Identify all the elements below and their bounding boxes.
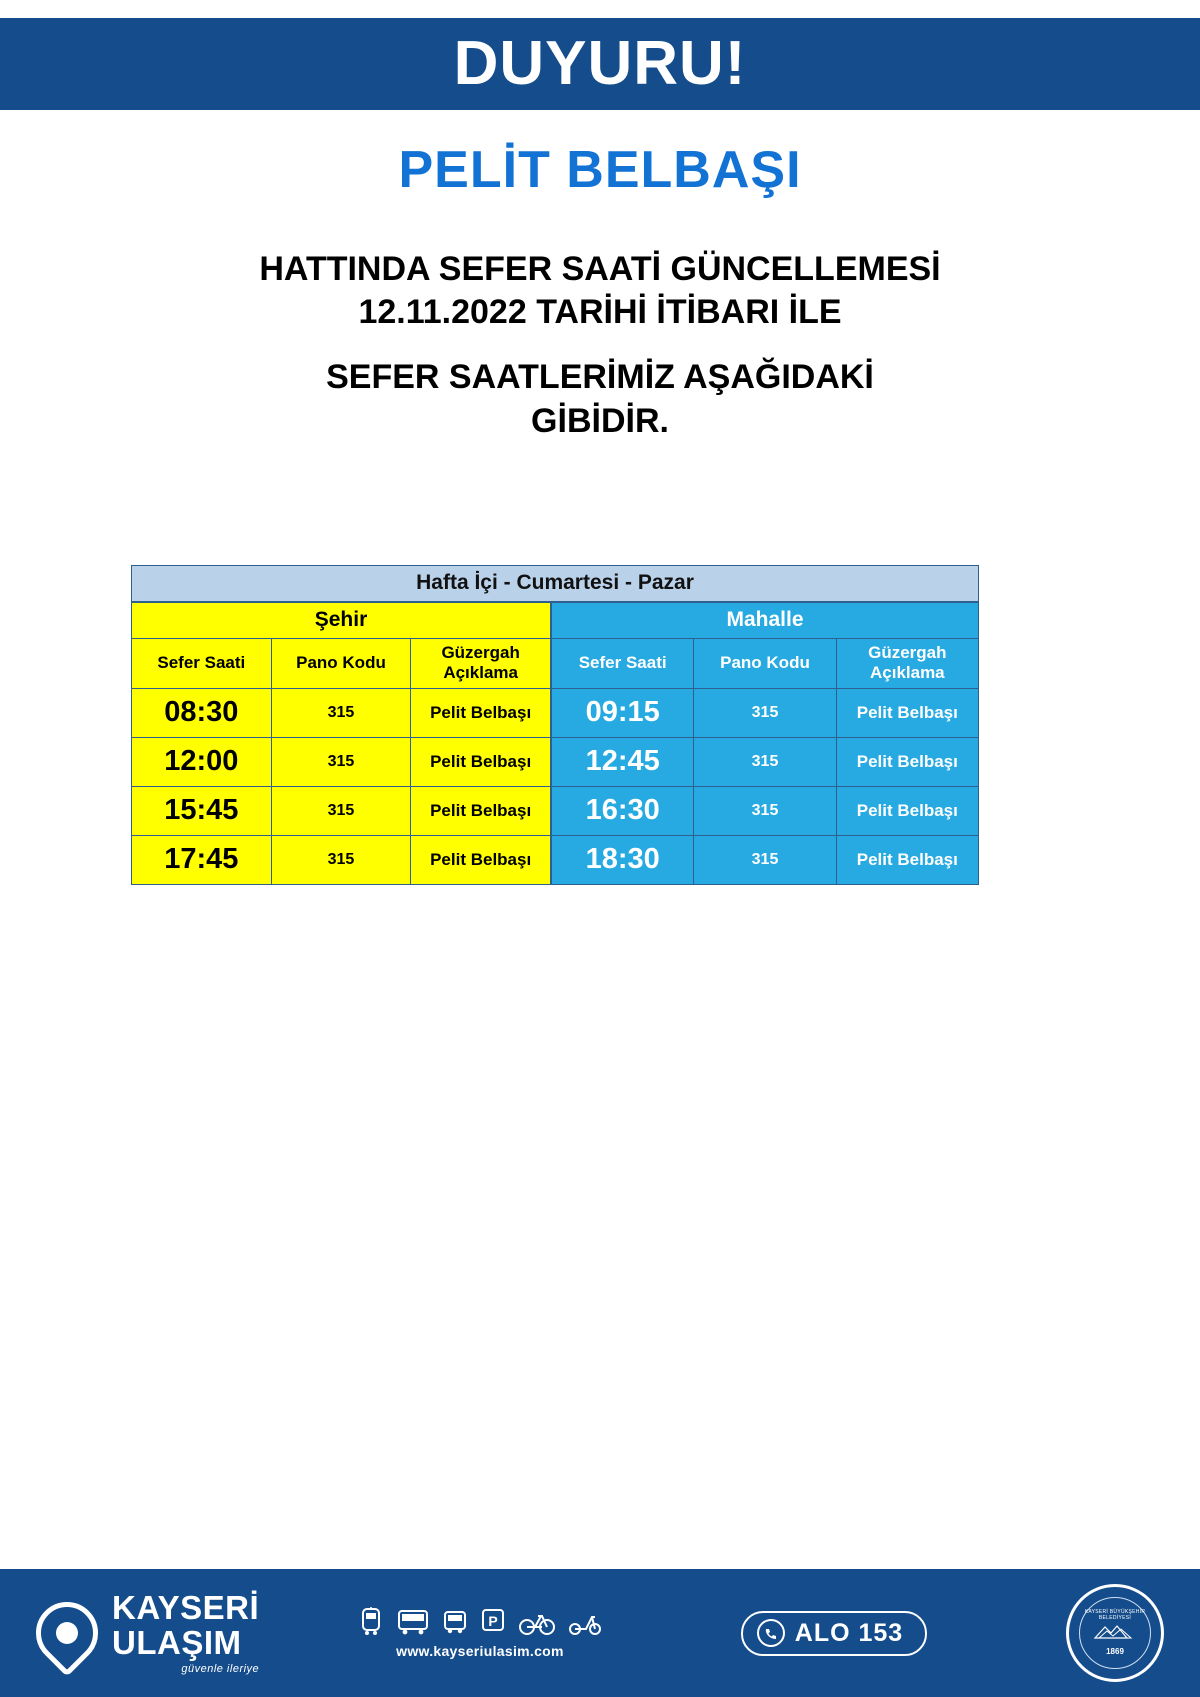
announcement-title: DUYURU! — [453, 29, 747, 98]
table-row — [132, 738, 551, 787]
table-row — [552, 836, 979, 885]
cell-desc: Pelit Belbaşı — [411, 836, 551, 885]
cell-pano: 315 — [271, 787, 411, 836]
brand-name-line-2: ULAŞIM — [112, 1624, 242, 1661]
column-header-pano: Pano Kodu — [694, 639, 836, 689]
seal-year: 1869 — [1106, 1647, 1124, 1656]
brand-name-line-1: KAYSERİ — [112, 1589, 260, 1626]
table-row — [132, 787, 551, 836]
cell-pano: 315 — [694, 689, 836, 738]
timetable — [131, 565, 979, 885]
website-url[interactable]: www.kayseriulasim.com — [396, 1643, 564, 1659]
announcement-text-line-1: HATTINDA SEFER SAATİ GÜNCELLEMESİ — [259, 250, 941, 288]
column-header-pano: Pano Kodu — [271, 639, 411, 689]
cell-time: 15:45 — [132, 787, 272, 836]
alo-number: ALO 153 — [794, 1618, 904, 1647]
cell-desc: Pelit Belbaşı — [411, 787, 551, 836]
mountain-icon — [1093, 1623, 1137, 1644]
parking-icon — [480, 1607, 506, 1637]
cell-time: 18:30 — [552, 836, 694, 885]
announcement-text-line-2: 12.11.2022 TARİHİ İTİBARI İLE — [358, 292, 842, 331]
footer — [0, 1569, 1200, 1697]
cell-desc: Pelit Belbaşı — [411, 689, 551, 738]
announcement-banner — [0, 18, 1200, 110]
announcement-text-line-4: GİBİDİR. — [531, 401, 669, 440]
table-row — [132, 836, 551, 885]
column-header-desc: Güzergah Açıklama — [836, 639, 978, 689]
timetable-direction-mahalle — [551, 602, 979, 885]
announcement-text-line-3: SEFER SAATLERİMİZ AŞAĞIDAKİ — [326, 358, 874, 396]
cell-time: 08:30 — [132, 689, 272, 738]
timetable-day-header: Hafta İçi - Cumartesi - Pazar — [131, 565, 979, 602]
phone-icon — [757, 1619, 785, 1647]
seal-title: KAYSERİ BÜYÜKŞEHİR BELEDİYESİ — [1084, 1609, 1146, 1621]
announcement-text — [0, 248, 1200, 442]
cell-pano: 315 — [694, 836, 836, 885]
kayseri-ulasim-logo — [36, 1591, 259, 1675]
cell-desc: Pelit Belbaşı — [836, 738, 978, 787]
direction-title-sehir: Şehir — [132, 603, 551, 639]
timetable-direction-sehir — [131, 602, 551, 885]
column-header-time: Sefer Saati — [552, 639, 694, 689]
table-row — [552, 689, 979, 738]
bus-icon — [396, 1607, 430, 1637]
cell-time: 17:45 — [132, 836, 272, 885]
transport-modes-and-website — [358, 1607, 602, 1659]
location-pin-icon — [23, 1589, 111, 1677]
cell-pano: 315 — [271, 689, 411, 738]
line-name: PELİT BELBAŞI — [398, 141, 802, 199]
cell-desc: Pelit Belbaşı — [411, 738, 551, 787]
cell-time: 12:00 — [132, 738, 272, 787]
cell-pano: 315 — [271, 836, 411, 885]
cell-pano: 315 — [694, 738, 836, 787]
cell-pano: 315 — [694, 787, 836, 836]
table-row — [552, 738, 979, 787]
bicycle-icon — [518, 1607, 556, 1637]
brand-slogan: güvenle ileriye — [181, 1663, 260, 1675]
cell-time: 16:30 — [552, 787, 694, 836]
svg-text:P: P — [488, 1613, 498, 1629]
cell-time: 09:15 — [552, 689, 694, 738]
scooter-icon — [568, 1607, 602, 1637]
cell-desc: Pelit Belbaşı — [836, 689, 978, 738]
cell-pano: 315 — [271, 738, 411, 787]
municipality-seal — [1066, 1584, 1164, 1682]
alo-contact-badge[interactable] — [741, 1611, 927, 1656]
minibus-icon — [442, 1607, 468, 1637]
cell-desc: Pelit Belbaşı — [836, 787, 978, 836]
direction-title-mahalle: Mahalle — [552, 603, 979, 639]
column-header-time: Sefer Saati — [132, 639, 272, 689]
table-row — [552, 787, 979, 836]
column-header-desc: Güzergah Açıklama — [411, 639, 551, 689]
table-row — [132, 689, 551, 738]
tram-icon — [358, 1607, 384, 1637]
cell-time: 12:45 — [552, 738, 694, 787]
cell-desc: Pelit Belbaşı — [836, 836, 978, 885]
